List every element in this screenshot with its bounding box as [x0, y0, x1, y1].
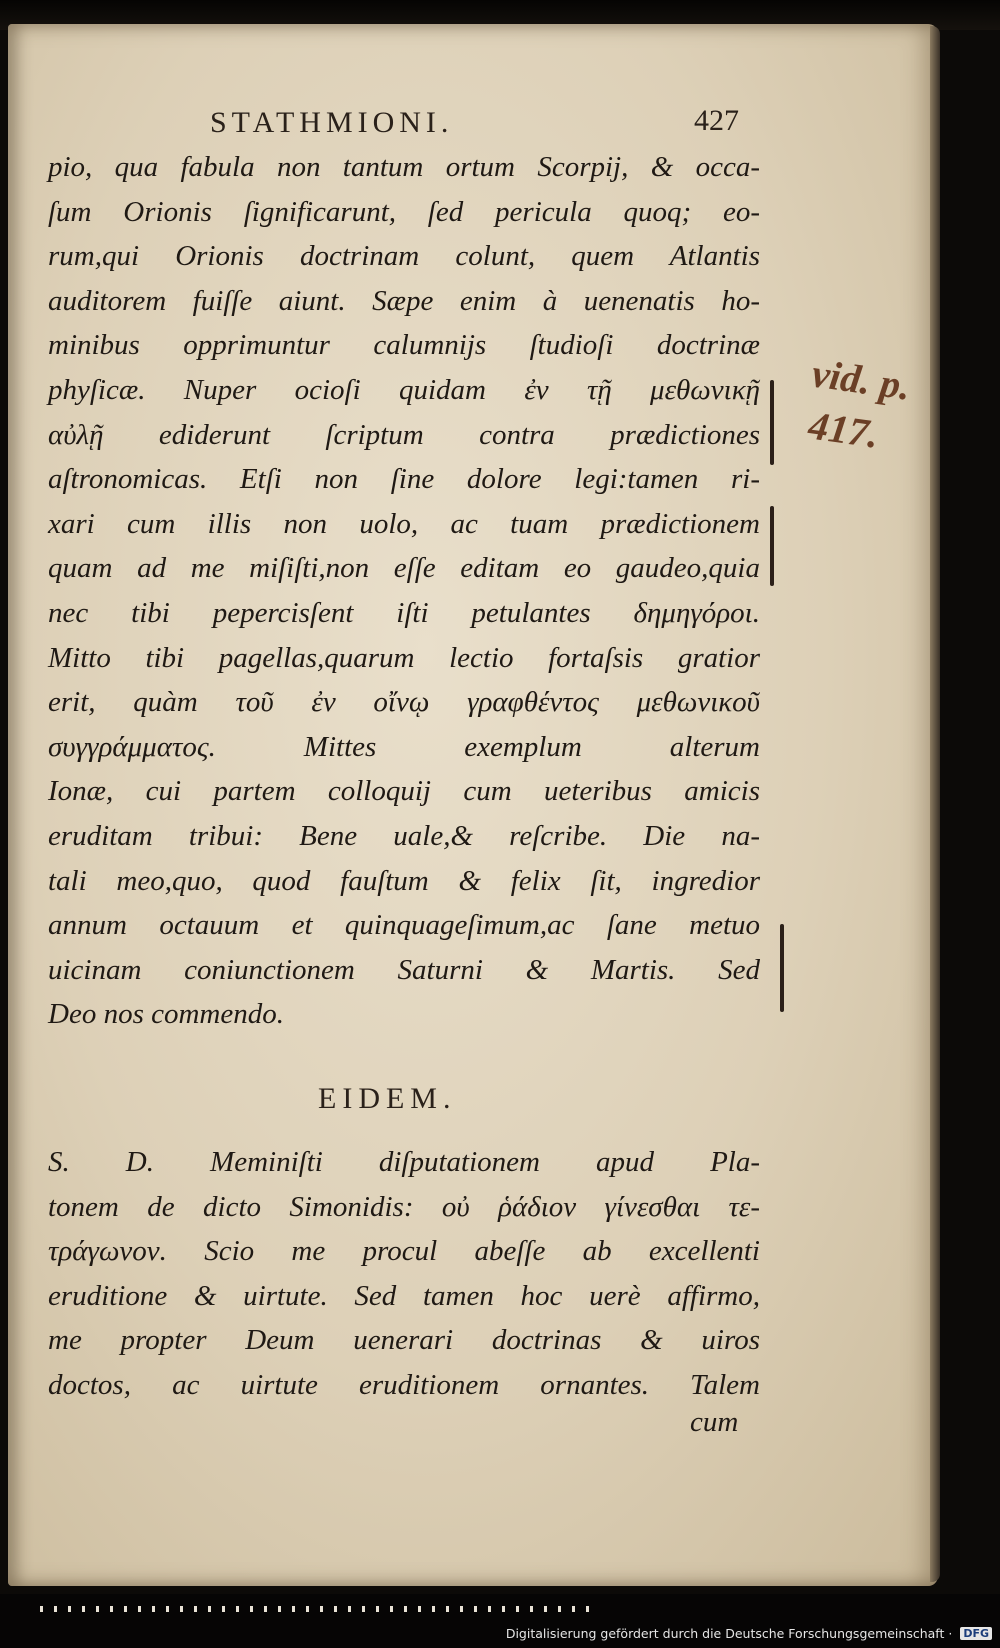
text-line: Ionæ, cui partem colloquij cum ueteribus amicis — [48, 775, 760, 808]
text-line: rum,qui Orionis doctrinam colunt, quem Atlantis — [48, 240, 760, 273]
text-line: erit, quàm τοῦ ἐν οἴνῳ γραφθέντος μεθωνικοῦ — [48, 686, 760, 719]
letter-body — [48, 145, 760, 1037]
text-line: eruditione & uirtute. Sed tamen hoc uerè affirmo, — [48, 1279, 760, 1312]
text-line: αὐλῇ ediderunt ſcriptum contra prædictiones — [48, 418, 760, 451]
text-line: S. D. Meminiſti diſputationem apud Pla- — [48, 1146, 760, 1178]
handwritten-margin-note — [801, 347, 944, 468]
margin-bracket — [780, 924, 784, 1012]
text-line: τράγωνον. Scio me procul abeſſe ab excellenti — [48, 1235, 760, 1268]
margin-note-line: 417. — [805, 402, 882, 457]
catchword: cum — [690, 1406, 739, 1438]
text-line: tali meo,quo, quod fauſtum & felix ſit, ingredior — [48, 864, 760, 897]
text-line: auditorem fuiſſe aiunt. Sæpe enim à uenenatis ho- — [48, 284, 760, 317]
text-line: Deo nos commendo. — [48, 998, 284, 1031]
text-line: nec tibi pepercisſent iſti petulantes δημηγόροι. — [48, 596, 760, 629]
text-line: xari cum illis non uolo, ac tuam prædictionem — [48, 507, 760, 540]
funding-credit-text: Digitalisierung gefördert durch die Deutsche Forschungsgemeinschaft · — [505, 1626, 953, 1641]
text-line: annum octauum et quinquageſimum,ac ſane metuo — [48, 909, 760, 942]
text-line: συγγράμματος. Mittes exemplum alterum — [48, 730, 760, 763]
margin-bracket — [770, 506, 774, 586]
text-line: tonem de dicto Simonidis: οὐ ῥάδιον γίνεσθαι τε- — [48, 1190, 760, 1223]
dfg-logo: DFG — [960, 1627, 992, 1640]
section-heading: EIDEM. — [318, 1082, 457, 1115]
running-head: STATHMIONI. — [210, 106, 454, 139]
text-line: Mitto tibi pagellas,quarum lectio fortaſsis gratior — [48, 641, 760, 674]
text-line: me propter Deum uenerari doctrinas & uiros — [48, 1324, 760, 1357]
funding-credit — [506, 1626, 992, 1641]
page-number: 427 — [694, 104, 739, 137]
text-line: aſtronomicas. Etſi non ſine dolore legi:tamen ri- — [48, 463, 760, 496]
text-line: ſum Orionis ſignificarunt, ſed pericula quoq; eo- — [48, 195, 760, 228]
margin-bracket — [770, 380, 774, 465]
text-line: pio, qua fabula non tantum ortum Scorpij, & occa- — [48, 151, 760, 183]
text-line: eruditam tribui: Bene uale,& reſcribe. Die na- — [48, 819, 760, 852]
text-line: minibus opprimuntur calumnijs ſtudioſi doctrinæ — [48, 329, 760, 362]
page-edge — [930, 26, 940, 1582]
text-line: phyſicæ. Nuper ocioſi quidam ἐν τῇ μεθωνικῇ — [48, 373, 760, 406]
second-letter-body — [48, 1140, 760, 1408]
scan-ruler — [40, 1606, 600, 1612]
text-line: uicinam coniunctionem Saturni & Martis. Sed — [48, 953, 760, 986]
text-line: quam ad me miſiſti,non eſſe editam eo gaudeo,quia — [48, 552, 760, 585]
text-line: doctos, ac uirtute eruditionem ornantes. Talem — [48, 1368, 760, 1401]
margin-note-line: vid. p. — [809, 350, 914, 409]
